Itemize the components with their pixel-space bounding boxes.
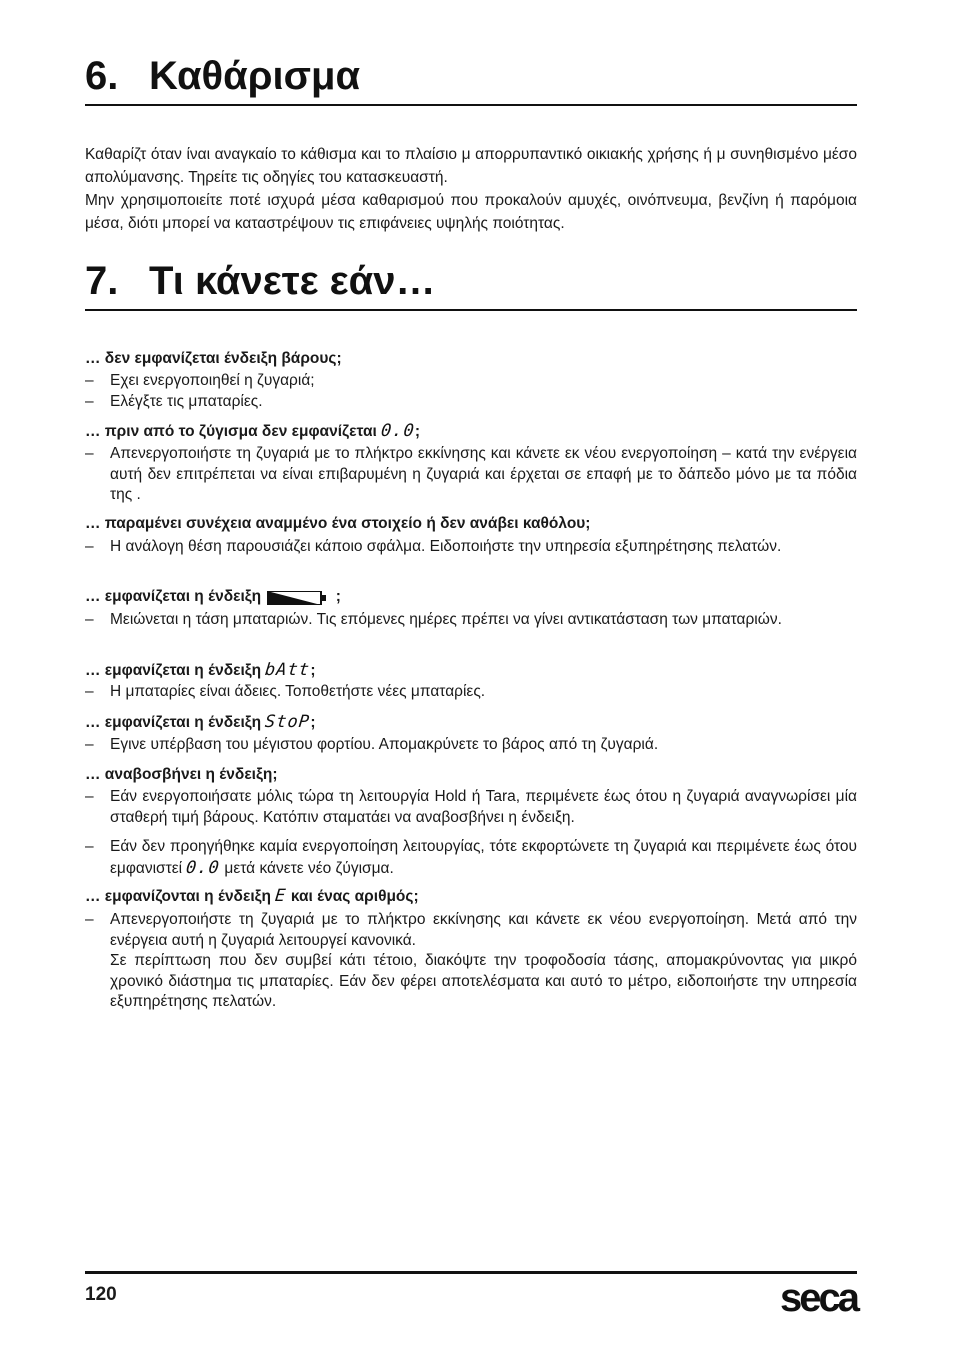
section-7-rule — [85, 309, 857, 311]
manual-page: 6. Καθάρισμα Καθαρίζτ όταν ίναι αναγκαίο το κάθισμα και το πλαίσιο μ απορρυπαντικό οικιακής χρήσης ή μ συνηθισμένο μέσο απολύμανσης. Τηρείτε τις οδηγίες του κατασκευαστή. Μην χρησιμοποιείτε ποτέ ισχυρά μέσα καθαρισμού που προκαλούν αμυχές, οινόπνευμα, βενζίνη ή παρόμοια μέσα, διότι μπορεί να καταστρέψουν τις επιφάνειες υψηλής ποιότητας. 7. Τι κάνετε εάν… … δεν εμφανίζεται ένδειξη βάρους; – Εχει ενεργοποιηθεί η ζυγαριά; – Ελέγξτε τις μπαταρίες. … πριν από το ζύγισμα δεν εμφανίζεται 0.0; – Απενεργοποιήστε τη ζυγαριά με το πλήκτρο εκκίνησης και κάνετε εκ νέου ενεργοποίηση – κατά την ενέργεια αυτή δεν επιτρέπεται να είναι επιβαρυμένη η ζυγαριά και έρχεται σε επαφή με το δάπεδο μόνο με τα πόδια της . … παραμένει συνέχεια αναμμένο ένα στοιχείο ή δεν ανάβει καθόλου; – Η ανάλογη θέση παρουσιάζει κάποιο σφάλμα. Ειδοποιήστε την υπηρεσία εξυπηρέτησης πελατών. … εμφανίζεται η ένδειξη ; – Μειώνεται η τάση μπαταριών. Τις επόμενες ημέρες πρέπει να γίνει αντικατάσταση των μπαταριών. … εμφανίζεται η ένδειξη bAtt; – Η μπαταρίες είναι άδειες. Τοποθετήστε νέες μπαταρίες. … εμφανίζεται η ένδειξη StoP; – Εγινε υπέρβαση του μέγιστου φορτίου. Απομακρύνετε το βάρος από τη ζυγαριά. … αναβοσβήνει η ένδειξη; – Εάν ενεργοποιήσατε μόλις τώρα τη λειτουργία Hold ή Tara, περιμένετε έως ότου η ζυγαριά αναγνωρίσει μία σταθερή τιμή βάρους. Κατόπιν σταματάει να αναβοσβήνει η ένδειξη. – Εάν δεν προηγήθηκε καμία ενεργοποίηση λειτουργίας, τότε εκφορτώνετε τη ζυγαριά και περιμένετε έως ότου εμφανιστεί 0.0 μετά κάνετε νέο ζύγισμα. … εμφανίζονται η ένδειξη E και ένας αριθμός; – Απενεργοποιήστε τη ζυγαριά με το πλήκτρο εκκίνησης και κάνετε εκ νέου ενεργοποίηση. Μετά από την ενέργεια αυτή η ζυγαριά λειτουργεί κανονικά. Σε περίπτωση που δεν συμβεί κάτι τέτοιο, διακόψτε την τροφοδοσία τάσης, απομακρύνοντας για μικρό χρονικό διάστημα τις μπαταρίες. Εάν δεν φέρει αποτελέσματα και αυτό το μέτρο, ειδοποιήστε την υπηρεσία εξυπηρέτησης πελατών. 120 seca — [85, 54, 857, 1320]
question-error-code: … εμφανίζονται η ένδειξη E και ένας αριθμός; — [85, 886, 419, 906]
display-zero-symbol: 0.0 — [380, 421, 416, 441]
section-6-paragraph-2: Μην χρησιμοποιείτε ποτέ ισχυρά μέσα καθαρισμού που προκαλούν αμυχές, οινόπνευμα, βενζίνη ή παρόμοια μέσα, διότι μπορεί να καταστρέψουν τις επιφάνειες υψηλής ποιότητας. — [85, 192, 857, 232]
section-6-number: 6. — [85, 54, 119, 98]
display-batt-symbol: bAtt — [264, 660, 312, 680]
section-6-rule — [85, 104, 857, 106]
page-number: 120 — [85, 1284, 117, 1305]
question-no-zero-before-weighing: … πριν από το ζύγισμα δεν εμφανίζεται 0.0; — [85, 421, 421, 441]
question-batt-indicator: … εμφανίζεται η ένδειξη bAtt; — [85, 660, 316, 680]
question-low-battery-indicator: … εμφανίζεται η ένδειξη ; — [85, 588, 341, 605]
low-battery-icon — [267, 590, 329, 604]
question-stop-indicator: … εμφανίζεται η ένδειξη StoP; — [85, 712, 316, 732]
question-segment-error: … παραμένει συνέχεια αναμμένο ένα στοιχείο ή δεν ανάβει καθόλου; — [85, 515, 591, 532]
section-6-heading — [85, 52, 360, 100]
section-6-paragraph-1: Καθαρίζτ όταν ίναι αναγκαίο το κάθισμα και το πλαίσιο μ απορρυπαντικό οικιακής χρήσης ή μ συνηθισμένο μέσο απολύμανσης. Τηρείτε τις οδηγίες του κατασκευαστή. — [85, 146, 857, 186]
section-7-title: Τι κάνετε εάν… — [149, 259, 436, 303]
section-6-title: Καθάρισμα — [149, 54, 361, 98]
question-no-weight-display: … δεν εμφανίζεται ένδειξη βάρους; — [85, 350, 342, 367]
display-error-symbol: E — [274, 886, 288, 906]
question-display-blinking: … αναβοσβήνει η ένδειξη; — [85, 766, 278, 783]
seca-logo: seca — [780, 1276, 857, 1320]
display-stop-symbol: StoP — [264, 712, 312, 732]
section-7-heading — [85, 257, 436, 305]
footer-rule — [85, 1271, 857, 1274]
section-7-number: 7. — [85, 259, 119, 303]
display-zero-symbol: 0.0 — [185, 857, 222, 878]
